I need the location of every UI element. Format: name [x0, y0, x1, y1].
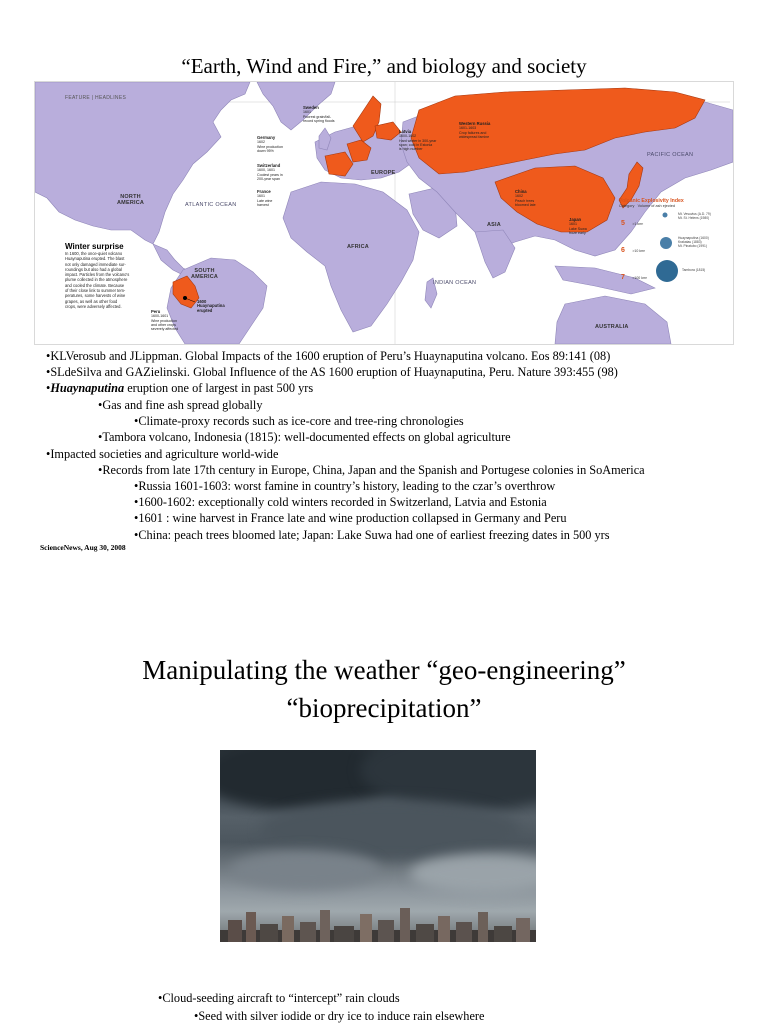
winter-surprise-box — [65, 242, 145, 309]
bullet-cloud-seeding: • Cloud-seeding aircraft to “intercept” rain clouds — [158, 990, 400, 1006]
annotation-western-russia: Western Russia 1601-1603 Crop failures and widespread famine — [459, 121, 491, 139]
annotation-japan: Japan 1601 Lake Suwa froze early — [569, 217, 587, 235]
reference-desilva: • SLdeSilva and GAZielinski. Global Influence of the AS 1600 eruption of Huaynaputina, Peru. Nature 393:455 (98) — [46, 364, 618, 380]
vei-5-circle — [663, 213, 668, 218]
label-pacific-ocean: PACIFIC OCEAN — [647, 152, 694, 158]
label-north-america: NORTH AMERICA — [117, 194, 145, 206]
australia-shape — [555, 296, 671, 344]
annotation-france: France 1601 Late wine harvest — [257, 189, 273, 207]
annotation-china: China 1602 Peach trees bloomed late — [515, 189, 536, 207]
annotation-peru: Peru 1600-1601 Wine production and other crops severely affected — [151, 309, 179, 332]
bullet-cold-winters: • 1600-1602: exceptionally cold winters recorded in Switzerland, Latvia and Estonia — [134, 494, 547, 510]
vei-subtitle: Category Volume of ash ejected — [619, 204, 675, 208]
slide2-title-line2: “bioprecipitation” — [286, 693, 482, 723]
label-europe: EUROPE — [371, 170, 396, 176]
vei-row-6: 6 >10 km³ — [621, 247, 646, 254]
bullet-tambora: • Tambora volcano, Indonesia (1815): well-documented effects on global agriculture — [98, 429, 511, 445]
annotation-switzerland: Switzerland 1600, 1601 Coolest years in 200-year span — [257, 163, 283, 181]
annotation-sweden: Sweden 1601 Poorest grain/fall- record spring floods — [303, 105, 335, 123]
reference-verosub: • KLVerosub and JLippman. Global Impacts of the 1600 eruption of Peru’s Huaynaputina volcano. Eos 89:141 (08) — [46, 348, 610, 364]
storm-cloud-photo — [220, 750, 536, 942]
winter-surprise-body: In 1600, the once-quiet volcano Huaynaputina erupted. The blast not only damaged immediate sur- roundings but also had a global impact. Particles from the volcano's plume collected in the atmosphere and cooled the climate. Because of their close link to summer tem- peratures, some harvests of wine grapes, as well as other food crops, were adversely affected. — [65, 251, 130, 309]
vei-7-circle — [656, 260, 678, 282]
bullet-gas-ash: • Gas and fine ash spread globally — [98, 397, 262, 413]
annotation-latvia: Latvia 1600-1602 Hard winter in 300-year span; cold in Estonia is high number — [399, 129, 437, 152]
slide-title: “Earth, Wind and Fire,” and biology and society — [181, 54, 587, 78]
vei-row-7-examples: Tambora (1815) — [682, 268, 706, 272]
bullet-impacted-societies: • Impacted societies and agriculture world-wide — [46, 446, 278, 462]
bullet-wine-harvest: • 1601 : wine harvest in France late and wine production collapsed in Germany and Peru — [134, 510, 567, 526]
citation: ScienceNews, Aug 30, 2008 — [40, 543, 126, 552]
vei-row-5: 5 >1 km³ — [621, 220, 644, 227]
label-atlantic-ocean: ATLANTIC OCEAN — [185, 202, 237, 208]
map-header: FEATURE | HEADLINES — [65, 95, 127, 101]
vei-row-5-examples: Mt. Vesuvius (A.D. 79) Mt. St. Helens (1980) — [678, 212, 711, 221]
bullet-china-japan: • China: peach trees bloomed late; Japan: Lake Suwa had one of earliest freezing dates in 500 yrs — [134, 527, 610, 543]
vei-6-circle — [660, 237, 672, 249]
annotation-germany: Germany 1602 Wine production down 95% — [257, 135, 283, 153]
vei-row-7: 7 >100 km³ — [621, 274, 648, 281]
bullet-russia: • Russia 1601-1603: worst famine in country’s history, leading to the czar’s overthrow — [134, 478, 555, 494]
winter-surprise-title: Winter surprise — [65, 242, 124, 251]
bullet-records: • Records from late 17th century in Europe, China, Japan and the Spanish and Portugese colonies in SoAmerica — [98, 462, 645, 478]
city-skyline — [220, 906, 536, 942]
label-south-america: SOUTH AMERICA — [191, 268, 219, 280]
vei-row-6-examples: Huaynaputina (1600) Krakatau (1883) Mt. Pinatubo (1991) — [678, 236, 709, 249]
label-indian-ocean: INDIAN OCEAN — [433, 280, 477, 286]
africa-shape — [283, 182, 419, 332]
vei-title: Volcanic Explosivity Index — [619, 198, 684, 204]
label-africa: AFRICA — [347, 244, 369, 250]
slide2-title-line1: Manipulating the weather “geo-engineering” — [142, 655, 626, 685]
label-australia: AUSTRALIA — [595, 324, 629, 330]
label-asia: ASIA — [487, 222, 501, 228]
annotation-huaynaputina: 1600 Huaynaputina erupted — [197, 299, 225, 313]
bullet-huaynaputina: • Huaynaputina eruption one of largest in past 500 yrs — [46, 380, 313, 396]
north-america-shape — [35, 82, 250, 244]
bullet-silver-iodide: • Seed with silver iodide or dry ice to induce rain elsewhere — [194, 1008, 484, 1024]
vei-legend — [619, 198, 731, 208]
world-map-figure — [34, 81, 734, 345]
bullet-climate-proxy: • Climate-proxy records such as ice-core and tree-ring chronologies — [134, 413, 464, 429]
